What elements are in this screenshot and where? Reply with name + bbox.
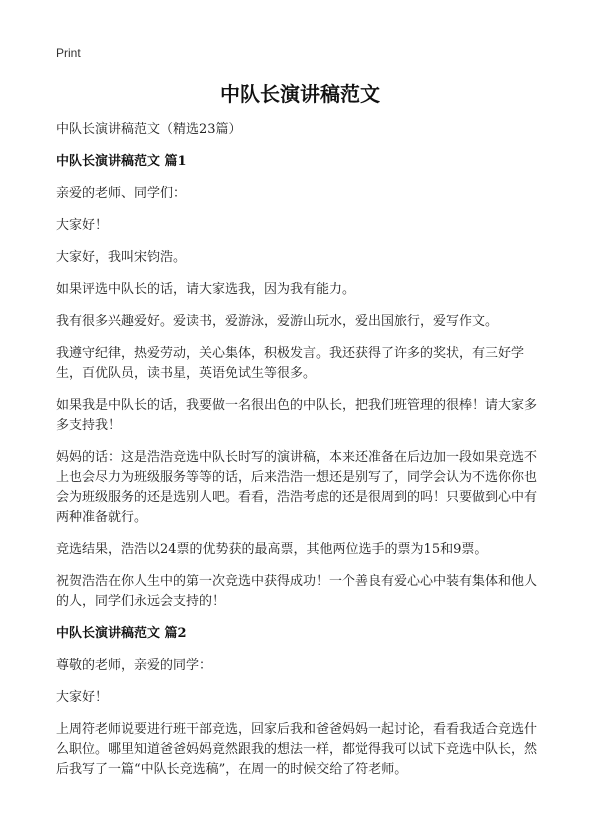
document-body: [56, 120, 544, 792]
print-link[interactable]: Print: [56, 46, 81, 60]
page-title: 中队长演讲稿范文: [220, 82, 380, 106]
paragraph: 尊敬的老师，亲爱的同学：: [56, 658, 213, 673]
paragraph: 大家好，我叫宋钧浩。: [56, 250, 187, 265]
paragraph: 我有很多兴趣爱好。爱读书，爱游泳，爱游山玩水，爱出国旅行，爱写作文。: [56, 314, 499, 329]
paragraph: 亲爱的老师、同学们：: [56, 186, 187, 201]
paragraph: 竞选结果，浩浩以24票的优势获的最高票，其他两位选手的票为15和9票。: [56, 542, 488, 557]
paragraph: 如果我是中队长的话，我要做一名很出色的中队长，把我们班管理的很棒！请大家多多支持我！: [56, 398, 538, 433]
paragraph: 如果评选中队长的话，请大家选我，因为我有能力。: [56, 282, 356, 297]
paragraph: 大家好！: [56, 218, 109, 233]
section-heading: 中队长演讲稿范文 篇2: [56, 626, 187, 641]
paragraph: 大家好！: [56, 690, 109, 705]
paragraph: 妈妈的话：这是浩浩竞选中队长时写的演讲稿，本来还准备在后边加一段如果竞选不上也会尽力为班级服务等等的话，后来浩浩一想还是别写了，同学会认为不选你你也会为班级服务的还是选别人吧。看看，浩浩考虑的还是很周到的吗！只要做到心中有两种准备就行。: [56, 450, 538, 525]
paragraph: 我遵守纪律，热爱劳动，关心集体，积极发言。我还获得了许多的奖状，有三好学生，百优队员，读书星，英语免试生等很多。: [56, 346, 525, 381]
paragraph: 上周符老师说要进行班干部竞选，回家后我和爸爸妈妈一起讨论，看看我适合竞选什么职位。哪里知道爸爸妈妈竟然跟我的想法一样，都觉得我可以试下竞选中队长，然后我写了一篇“中队长竞选稿”，在周一的时候交给了符老师。: [56, 722, 538, 777]
section-heading: 中队长演讲稿范文 篇1: [56, 154, 187, 169]
paragraph: 祝贺浩浩在你人生中的第一次竞选中获得成功！一个善良有爱心心中装有集体和他人的人，同学们永远会支持的！: [56, 574, 538, 609]
document-subtitle: 中队长演讲稿范文（精选23篇）: [56, 122, 242, 137]
